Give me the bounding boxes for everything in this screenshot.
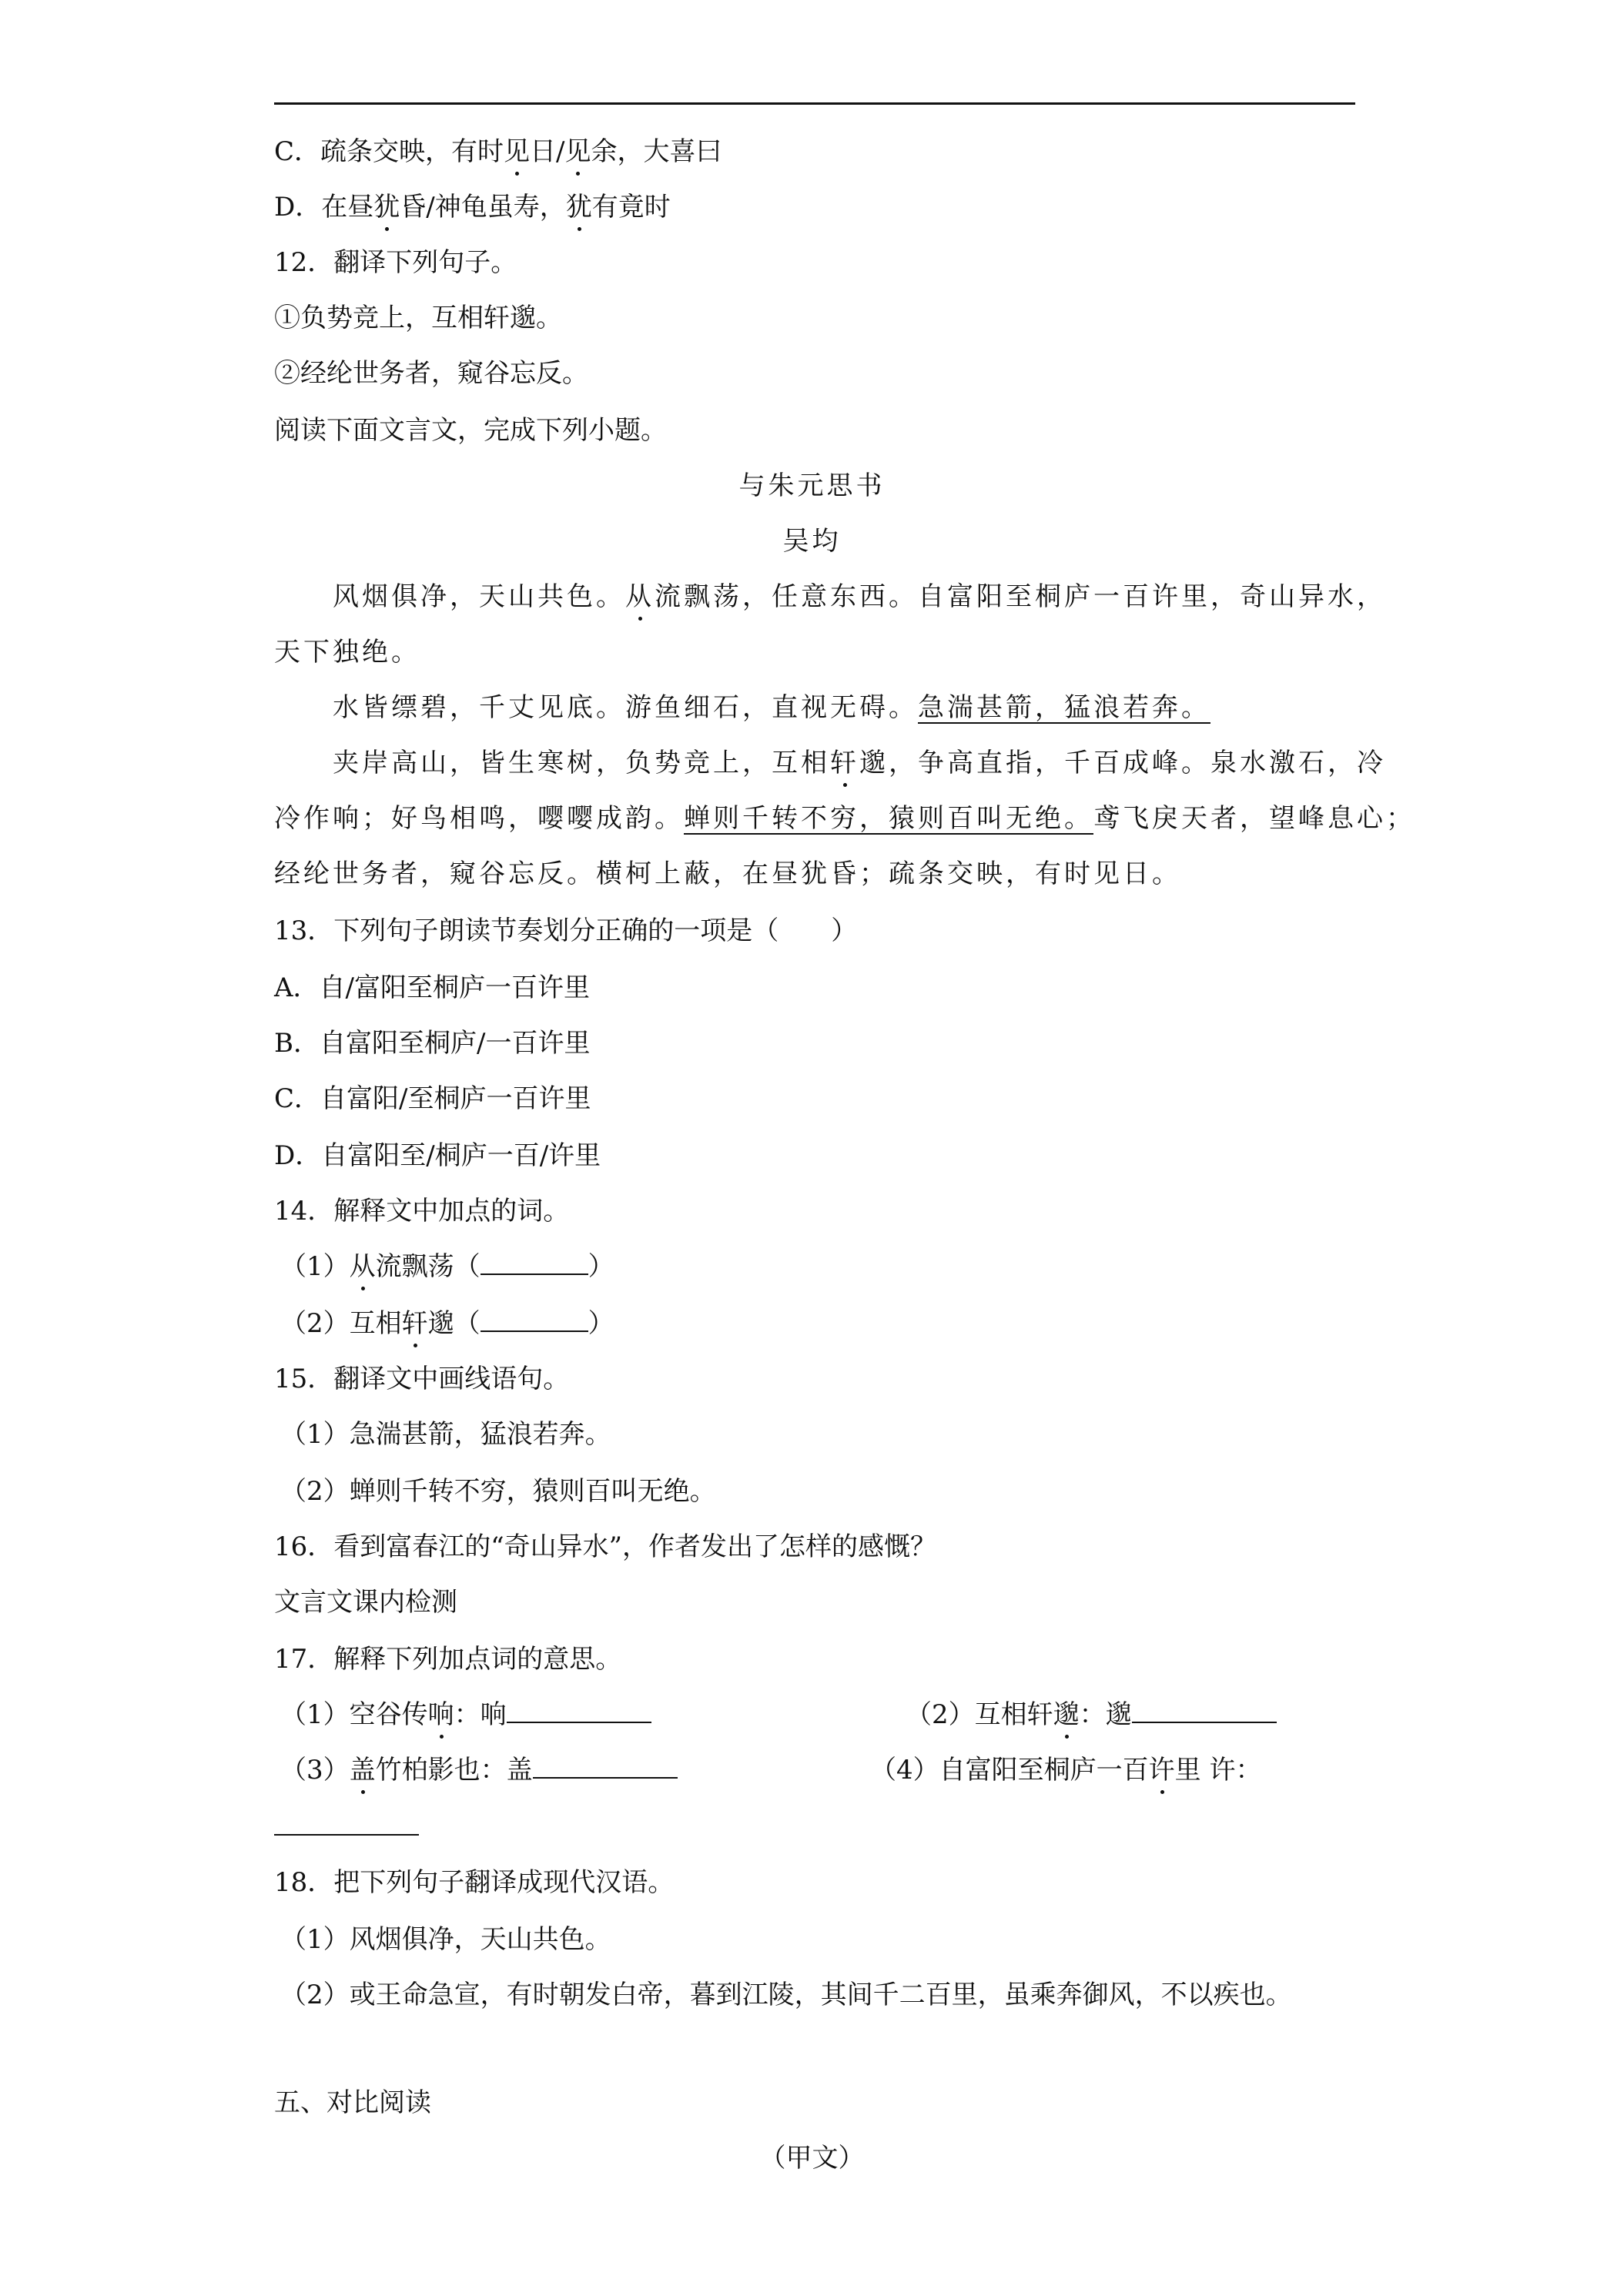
question-16: 16．看到富春江的“奇山异水”，作者发出了怎样的感慨？ — [274, 1531, 937, 1562]
question-13-option-a: A．自/富阳至桐庐一百许里 — [274, 972, 591, 1003]
question-14-item-2: （2）互相轩邈（ ） — [280, 1306, 614, 1341]
question-13-option-b: B．自富阳至桐庐/一百许里 — [274, 1028, 591, 1059]
reading-instruction: 阅读下面文言文，完成下列小题。 — [274, 415, 667, 446]
passage-jia-label: （甲文） — [759, 2143, 865, 2174]
dotted-char: 盖 — [350, 1752, 376, 1788]
question-12-item-2: ②经纶世务者，窥谷忘反。 — [274, 358, 588, 389]
dotted-char: 从 — [625, 579, 655, 614]
underlined-sentence: 急湍甚箭，猛浪若奔。 — [918, 692, 1210, 723]
passage-author: 吴均 — [782, 526, 842, 557]
question-15: 15．翻译文中画线语句。 — [274, 1364, 570, 1394]
section-in-class-test: 文言文课内检测 — [274, 1587, 457, 1618]
question-12: 12．翻译下列句子。 — [274, 247, 517, 278]
question-17-item-2: （2）互相轩邈：邈 — [906, 1697, 1277, 1732]
passage-paragraph-2: 水皆缥碧，千丈见底。游鱼细石，直视无碍。急湍甚箭，猛浪若奔。 — [333, 692, 1210, 723]
dotted-char: 轩 — [830, 745, 859, 781]
answer-blank[interactable] — [481, 1250, 588, 1275]
question-13-option-d: D．自富阳至/桐庐一百/许里 — [274, 1140, 601, 1171]
dotted-char: 从 — [350, 1249, 376, 1284]
dotted-char: 犹 — [566, 189, 592, 225]
option-d-line: D．在昼犹昏/神龟虽寿，犹有竟时 — [274, 189, 671, 225]
passage-paragraph-3-cont: 冷作响；好鸟相鸣，嘤嘤成韵。蝉则千转不穷，猿则百叫无绝。鸢飞戾天者，望峰息心； — [274, 803, 1415, 834]
section-5-heading: 五、对比阅读 — [274, 2087, 431, 2118]
dotted-char: 许 — [1149, 1752, 1175, 1788]
question-17: 17．解释下列加点词的意思。 — [274, 1644, 622, 1675]
question-12-item-1: ①负势竞上，互相轩邈。 — [274, 303, 562, 333]
passage-paragraph-1-cont: 天下独绝。 — [274, 637, 420, 668]
question-17-item-3: （3）盖竹柏影也：盖 — [280, 1752, 678, 1788]
question-14: 14．解释文中加点的词。 — [274, 1196, 570, 1227]
question-15-item-2: （2）蝉则千转不穷，猿则百叫无绝。 — [280, 1476, 716, 1507]
passage-title: 与朱元思书 — [738, 470, 886, 501]
option-c-line: C．疏条交映，有时见日/见余，大喜曰 — [274, 134, 722, 169]
question-17-item-4-blank — [274, 1809, 419, 1845]
answer-blank[interactable] — [1132, 1699, 1277, 1723]
question-18: 18．把下列句子翻译成现代汉语。 — [274, 1867, 675, 1898]
dotted-char: 响 — [428, 1697, 454, 1732]
answer-blank[interactable] — [481, 1307, 588, 1332]
dotted-char: 轩 — [402, 1306, 428, 1341]
dotted-char: 犹 — [373, 189, 400, 225]
dotted-char: 邈 — [1053, 1697, 1080, 1732]
passage-paragraph-3: 夹岸高山，皆生寒树，负势竞上，互相轩邈，争高直指，千百成峰。泉水激石，冷 — [333, 745, 1386, 781]
question-17-item-4: （4）自富阳至桐庐一百许里 许： — [870, 1752, 1261, 1788]
passage-paragraph-3-end: 经纶世务者，窥谷忘反。横柯上蔽，在昼犹昏；疏条交映，有时见日。 — [274, 858, 1181, 889]
question-15-item-1: （1）急湍甚箭，猛浪若奔。 — [280, 1419, 611, 1450]
question-18-item-1: （1）风烟俱净，天山共色。 — [280, 1924, 611, 1955]
passage-paragraph-1: 风烟俱净，天山共色。从流飘荡，任意东西。自富阳至桐庐一百许里，奇山异水， — [333, 579, 1386, 614]
header-rule — [274, 102, 1355, 105]
question-13: 13．下列句子朗读节奏划分正确的一项是（ ） — [274, 915, 858, 946]
question-18-item-2: （2）或王命急宣，有时朝发白帝，暮到江陵，其间千二百里，虽乘奔御风，不以疾也。 — [280, 1980, 1292, 2010]
answer-blank[interactable] — [507, 1699, 651, 1723]
question-13-option-c: C．自富阳/至桐庐一百许里 — [274, 1083, 591, 1114]
question-17-item-1: （1）空谷传响：响 — [280, 1697, 651, 1732]
answer-blank[interactable] — [274, 1811, 419, 1836]
underlined-sentence: 蝉则千转不穷，猿则百叫无绝。 — [684, 803, 1093, 834]
dotted-char: 见 — [564, 134, 591, 169]
question-14-item-1: （1）从流飘荡（ ） — [280, 1249, 614, 1284]
answer-blank[interactable] — [533, 1754, 678, 1779]
dotted-char: 见 — [504, 134, 530, 169]
